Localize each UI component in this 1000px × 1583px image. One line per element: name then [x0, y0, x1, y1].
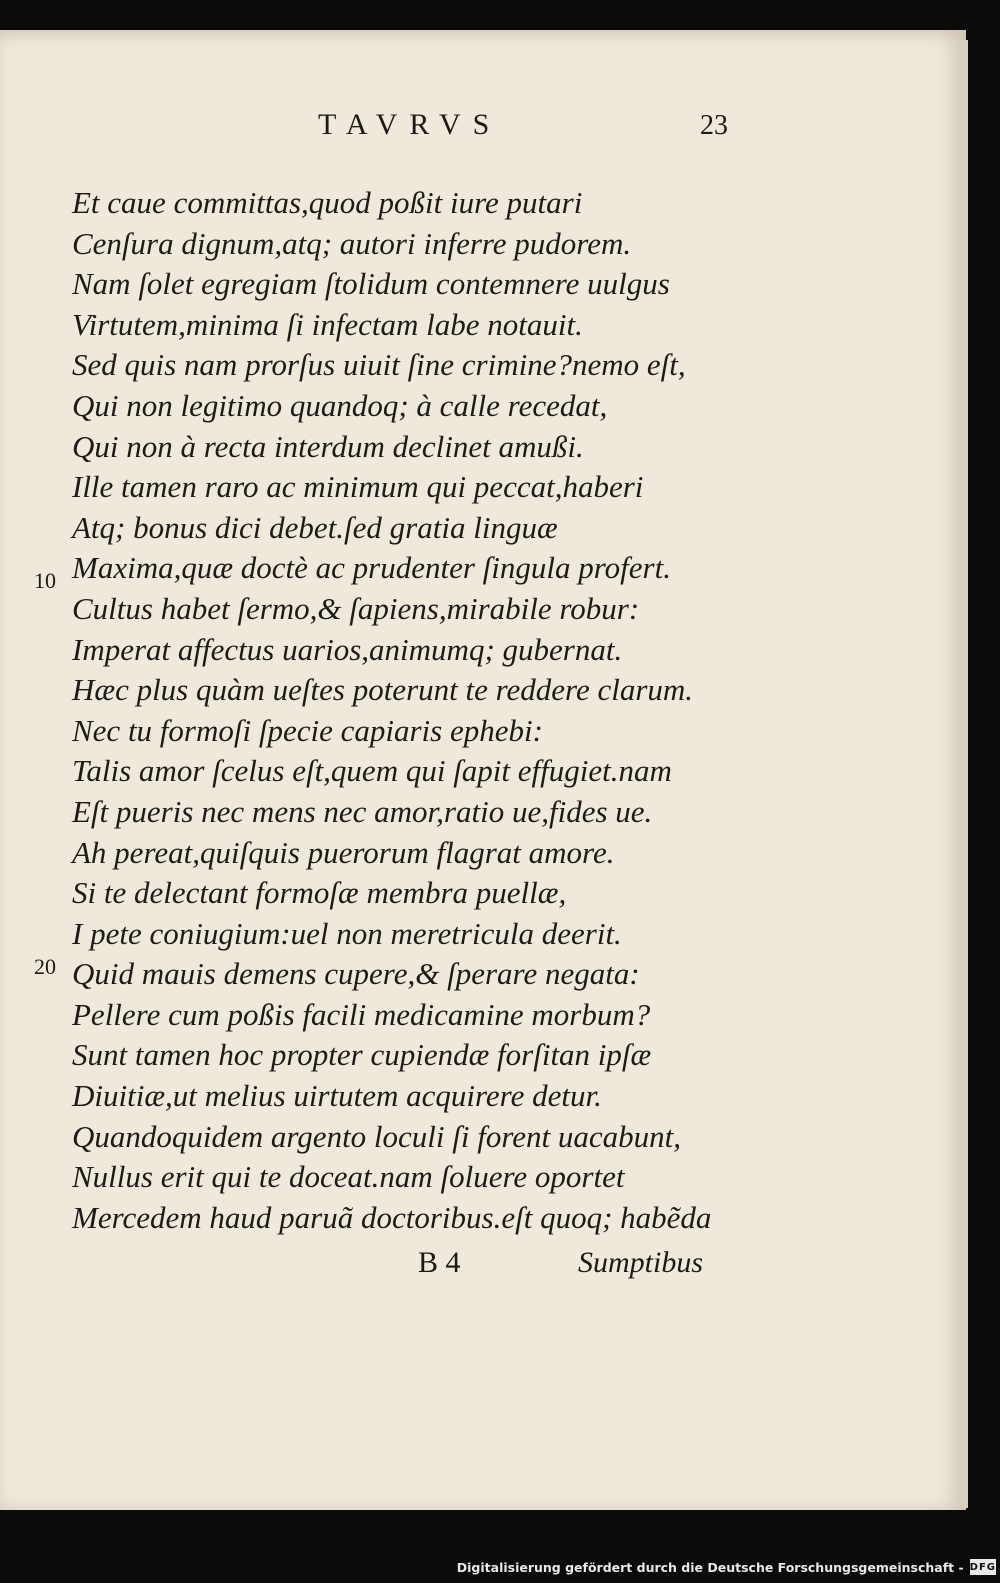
verse-block: [72, 183, 732, 1238]
verse-line: Mercedem haud paruã doctoribus.eſt quoq; habẽda: [72, 1199, 712, 1235]
verse-line: Atq; bonus dici debet.ſed gratia linguæ: [72, 509, 558, 545]
verse-line: Pellere cum poßis facili medicamine morbum?: [72, 996, 651, 1032]
running-title: TAVRVS: [318, 108, 502, 141]
verse-line: I pete coniugium:uel non meretricula deerit.: [72, 915, 622, 951]
verse-line: Cultus habet ſermo,& ſapiens,mirabile robur:: [72, 590, 640, 626]
footer-credit-text: Digitalisierung gefördert durch die Deutsche Forschungsgemeinschaft -: [456, 1559, 964, 1575]
verse-line: Talis amor ſcelus eſt,quem qui ſapit effugiet.nam: [72, 753, 672, 789]
page-edge: [958, 40, 968, 1508]
verse-line: Hæc plus quàm ueſtes poterunt te reddere clarum.: [72, 672, 694, 708]
verse-line: Nam ſolet egregiam ſtolidum contemnere uulgus: [72, 266, 670, 302]
verse-line: Sunt tamen hoc propter cupiendæ forſitan ipſæ: [72, 1037, 652, 1073]
line-number-20: 20: [34, 954, 56, 979]
verse-line: Imperat affectus uarios,animumq; gubernat.: [72, 631, 623, 667]
verse-line: Qui non legitimo quandoq; à calle recedat,: [72, 387, 608, 423]
signature-mark: B 4: [418, 1246, 461, 1279]
verse-line: Quid mauis demens cupere,& ſperare negata:: [72, 956, 640, 992]
verse-line: Et caue committas,quod poßit iure putari: [72, 185, 583, 220]
verse-line: Eſt pueris nec mens nec amor,ratio ue,fides ue.: [72, 793, 653, 829]
verse-line: Diuitiæ,ut melius uirtutem acquirere detur.: [72, 1078, 602, 1114]
verse-line: Maxima,quæ doctè ac prudenter ſingula profert.: [72, 550, 671, 586]
folio-number: 23: [700, 110, 728, 141]
verse-line: Sed quis nam prorſus uiuit ſine crimine?nemo eſt,: [72, 347, 686, 383]
running-head: [0, 108, 1000, 148]
footer-credit-bar: [456, 1551, 1000, 1583]
line-number-10: 10: [34, 568, 56, 593]
verse-line: Qui non à recta interdum declinet amußi.: [72, 428, 584, 464]
verse-line: Nec tu formoſi ſpecie capiaris ephebi:: [72, 712, 543, 748]
verse-line: Ah pereat,quiſquis puerorum flagrat amore.: [72, 834, 615, 870]
verse-line: Cenſura dignum,atq; autori inferre pudorem.: [72, 225, 632, 261]
verse-line: Nullus erit qui te doceat.nam ſoluere oportet: [72, 1159, 625, 1195]
catchword: Sumptibus: [578, 1246, 704, 1279]
verse-line: Si te delectant formoſæ membra puellæ,: [72, 875, 567, 911]
verse-line: Virtutem,minima ſi infectam labe notauit.: [72, 306, 583, 342]
dfg-logo-icon: DFG: [970, 1559, 996, 1575]
verse-line: Ille tamen raro ac minimum qui peccat,haberi: [72, 469, 644, 505]
verse-line: Quandoquidem argento loculi ſi forent uacabunt,: [72, 1118, 682, 1154]
